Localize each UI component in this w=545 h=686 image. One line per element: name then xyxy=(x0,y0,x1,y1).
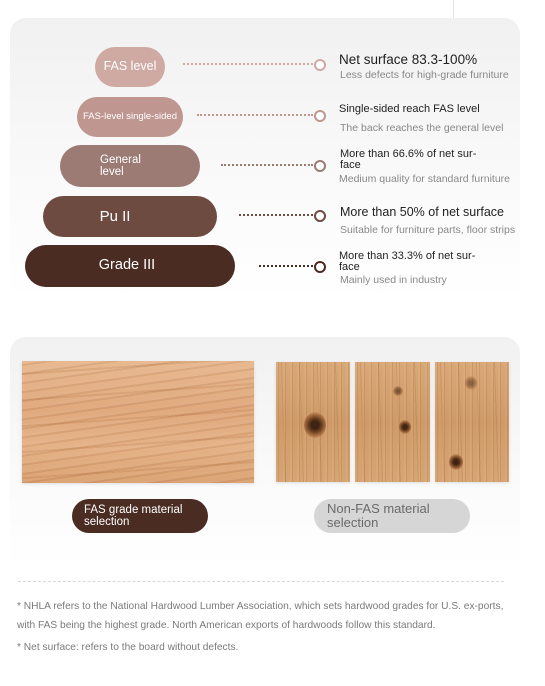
nhla-note: * NHLA refers to the National Hardwood Lumber Association, which sets hardwood grades for U.S. ex-ports, with FAS being the highest grade. North American exports of hardwoods follow this standard. xyxy=(17,601,504,631)
net-surface-note: * Net surface: refers to the board without defects. xyxy=(17,642,239,653)
wood-knot xyxy=(399,420,411,434)
connector-dots xyxy=(239,214,313,216)
grade-subtitle: Medium quality for standard furniture xyxy=(339,173,510,185)
grade-title: Single-sided reach FAS level xyxy=(339,103,480,115)
connector-node xyxy=(314,210,326,222)
wood-knot xyxy=(393,386,403,396)
connector-dots xyxy=(221,164,313,166)
grade-title: Net surface 83.3-100% xyxy=(339,52,478,67)
connector-node xyxy=(314,59,326,71)
fas-selection-label xyxy=(72,499,208,533)
nonfas-wood-sample-image xyxy=(435,362,509,482)
nonfas-wood-sample-image xyxy=(276,362,350,482)
grade-subtitle: The back reaches the general level xyxy=(340,122,504,134)
divider xyxy=(18,581,504,582)
connector-node xyxy=(314,110,326,122)
grade-pill-label: Pu II xyxy=(99,207,131,225)
grade-title: More than 50% of net surface xyxy=(340,205,504,219)
wood-knot xyxy=(304,412,326,438)
wood-knot xyxy=(465,376,477,390)
grade-pill-fas-single-sided xyxy=(77,97,183,137)
nonfas-selection-text: Non-FAS material selection xyxy=(327,501,430,530)
connector-node xyxy=(314,261,326,273)
fas-wood-sample-image xyxy=(22,361,254,483)
grade-pill-label: FAS-level single-sided xyxy=(83,111,177,123)
nonfas-wood-sample-image xyxy=(355,362,430,482)
grade-pill-fas xyxy=(95,47,165,87)
grade-pill-label: General level xyxy=(100,153,141,178)
fas-selection-text: FAS grade material selection xyxy=(84,503,183,528)
grade-title: More than 33.3% of net sur- face xyxy=(339,250,476,273)
grade-subtitle: Suitable for furniture parts, floor strips xyxy=(340,224,516,236)
connector-node xyxy=(314,160,326,172)
grade-pill-grade3 xyxy=(25,245,235,287)
nonfas-selection-label xyxy=(314,499,470,533)
grade-subtitle: Less defects for high-grade furniture xyxy=(340,69,509,81)
grade-subtitle: Mainly used in industry xyxy=(340,274,447,286)
grade-pill-label: Grade III xyxy=(98,257,156,274)
grade-pill-general xyxy=(60,145,200,187)
wood-knot xyxy=(449,454,463,470)
grade-title: More than 66.6% of net sur- face xyxy=(340,148,477,171)
grade-pill-label: FAS level xyxy=(103,59,157,74)
decorative-line xyxy=(453,0,454,18)
connector-dots xyxy=(259,265,313,267)
connector-dots xyxy=(183,63,313,65)
connector-dots xyxy=(197,114,313,116)
grade-pill-pu2 xyxy=(43,196,217,237)
